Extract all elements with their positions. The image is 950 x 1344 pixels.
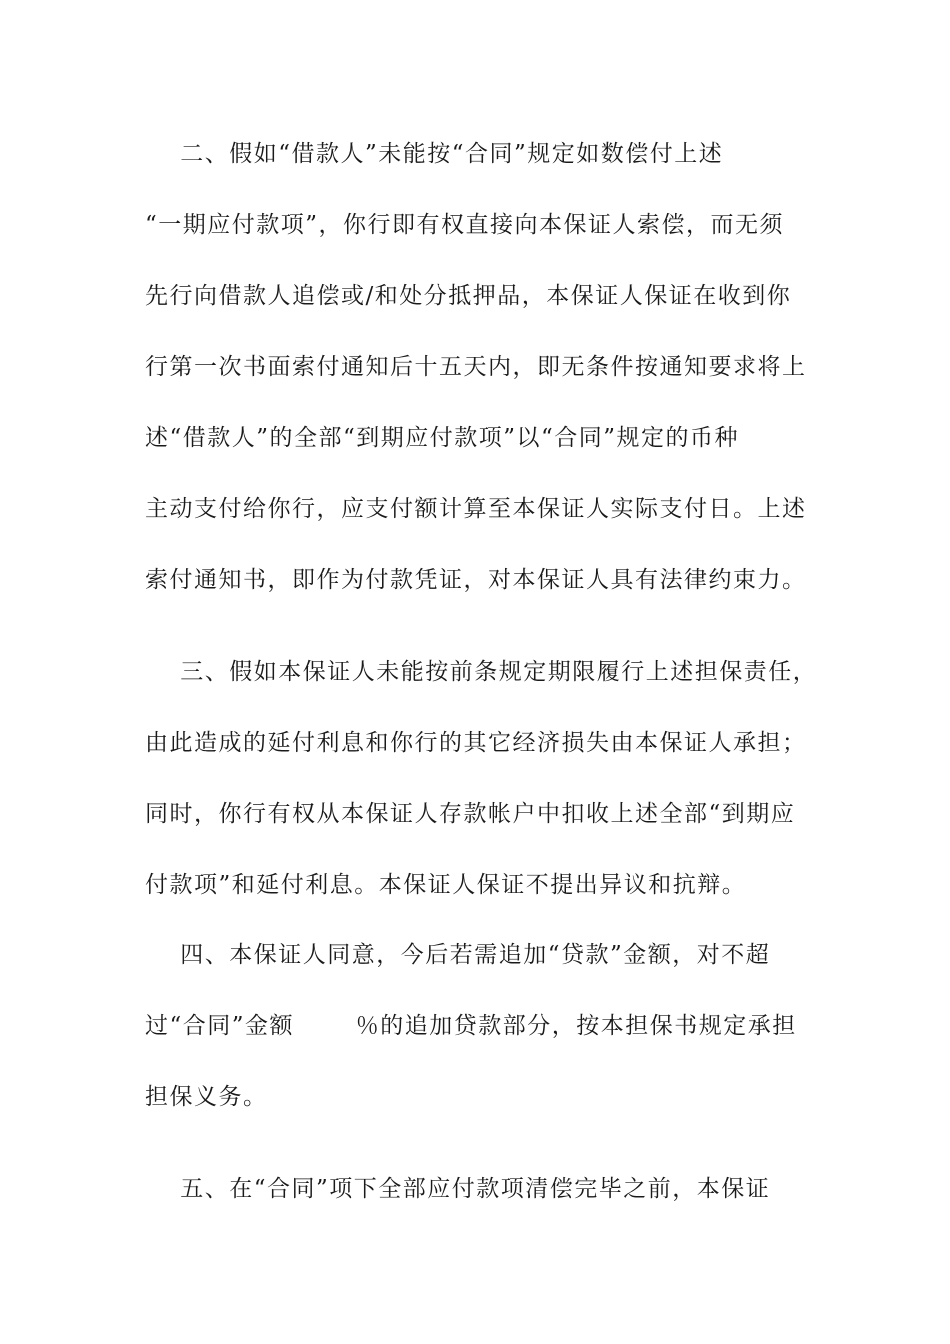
text-line: 四、本保证人同意，今后若需追加“贷款”金额，对不超 bbox=[145, 942, 771, 968]
text-line: 述“借款人”的全部“到期应付款项”以“合同”规定的币种 bbox=[145, 425, 740, 451]
text-line: “一期应付款项”，你行即有权直接向本保证人索偿，而无须 bbox=[145, 212, 785, 238]
text-line: 同时，你行有权从本保证人存款帐户中扣收上述全部“到期应 bbox=[145, 801, 796, 827]
text-line: 付款项”和延付利息。本保证人保证不提出异议和抗辩。 bbox=[145, 872, 747, 898]
text-line: 二、假如“借款人”未能按“合同”规定如数偿付上述 bbox=[145, 141, 724, 167]
text-line: 担保义务。 bbox=[145, 1084, 268, 1110]
text-line: 五、在“合同”项下全部应付款项清偿完毕之前，本保证 bbox=[145, 1176, 771, 1202]
text-line: 索付通知书，即作为付款凭证，对本保证人具有法律约束力。 bbox=[145, 567, 807, 593]
text-line: 由此造成的延付利息和你行的其它经济损失由本保证人承担； bbox=[145, 730, 807, 756]
text-line: 主动支付给你行，应支付额计算至本保证人实际支付日。上述 bbox=[145, 496, 807, 522]
text-line: 先行向借款人追偿或/和处分抵押品，本保证人保证在收到你 bbox=[145, 283, 792, 309]
text-line: 行第一次书面索付通知后十五天内，即无条件按通知要求将上 bbox=[145, 354, 807, 380]
text-line: 过“合同”金额 ％的追加贷款部分，按本担保书规定承担 bbox=[145, 1013, 797, 1039]
text-line: 三、假如本保证人未能按前条规定期限履行上述担保责任， bbox=[145, 659, 818, 685]
